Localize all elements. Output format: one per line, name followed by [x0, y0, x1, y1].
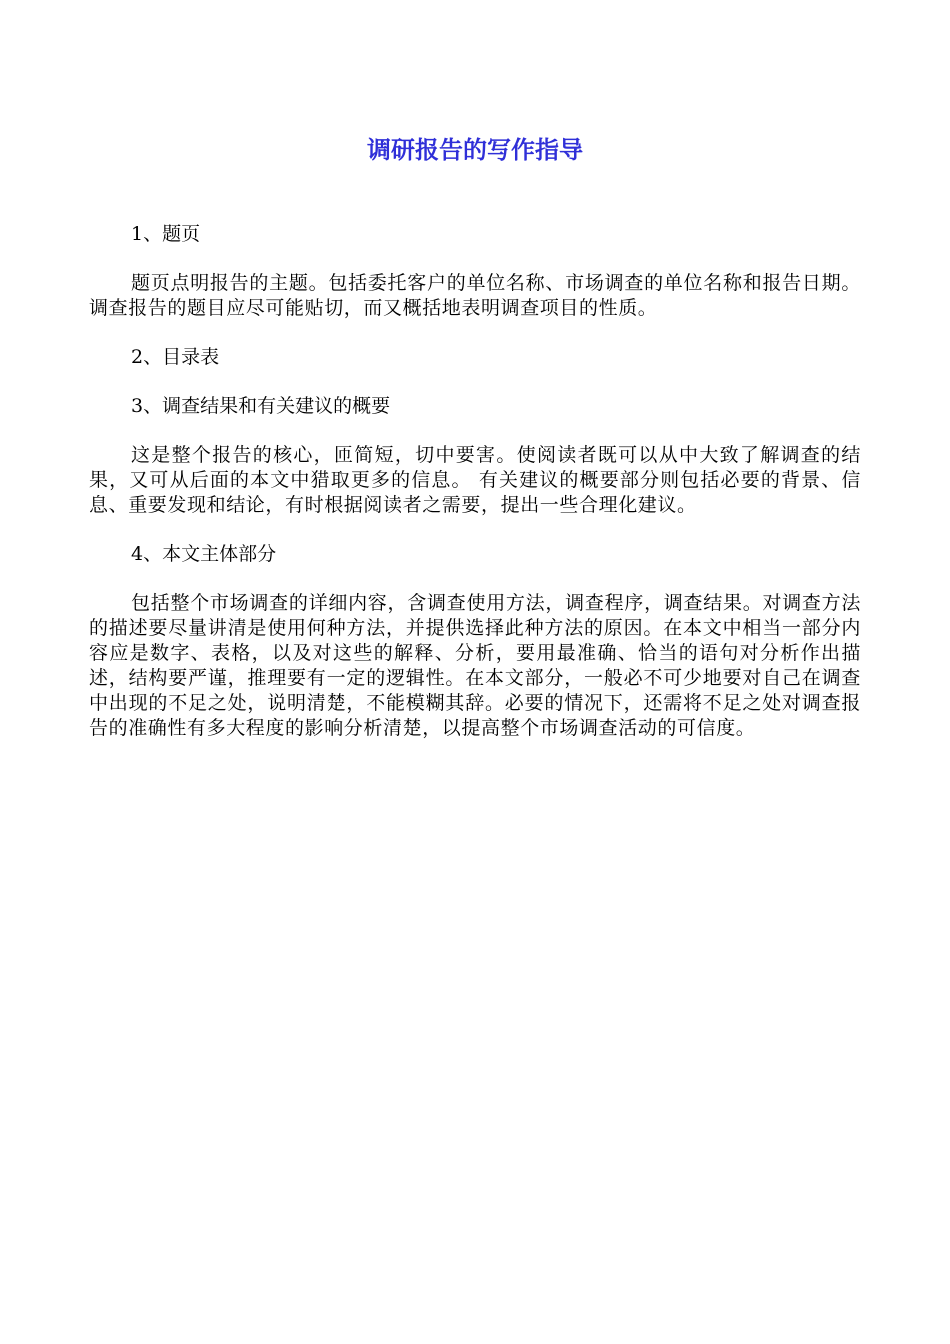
paragraph-main-body: 包括整个市场调查的详细内容，含调查使用方法，调查程序，调查结果。对调查方法的描述要尽量讲清是使用何种方法，并提供选择此种方法的原因。在本文中相当一部分内容应是数字、表格，以及对这些的解释、分析，要用最准确、恰当的语句对分析作出描述，结构要严谨，推理要有一定的逻辑性。在本文部分，一般必不可少地要对自己在调查中出现的不足之处，说明清楚，不能模糊其辞。必要的情况下，还需将不足之处对调查报告的准确性有多大程度的影响分析清楚，以提高整个市场调查活动的可信度。 [89, 592, 861, 739]
paragraph-title-page: 题页点明报告的主题。包括委托客户的单位名称、市场调查的单位名称和报告日期。调查报告的题目应尽可能贴切，而又概括地表明调查项目的性质。 [89, 272, 861, 319]
document-title: 调研报告的写作指导 [367, 136, 583, 164]
section-heading-contents: 2、目录表 [131, 346, 220, 368]
paragraph-summary: 这是整个报告的核心，匝简短，切中要害。使阅读者既可以从中大致了解调查的结果，又可从后面的本文中猎取更多的信息。 有关建议的概要部分则包括必要的背景、信息、重要发现和结论，有时根据阅读者之需要，提出一些合理化建议。 [89, 444, 861, 516]
section-heading-title-page: 1、题页 [131, 223, 201, 245]
section-heading-summary: 3、调查结果和有关建议的概要 [131, 395, 391, 417]
section-heading-main-body: 4、本文主体部分 [131, 543, 277, 565]
document-body [89, 222, 861, 765]
